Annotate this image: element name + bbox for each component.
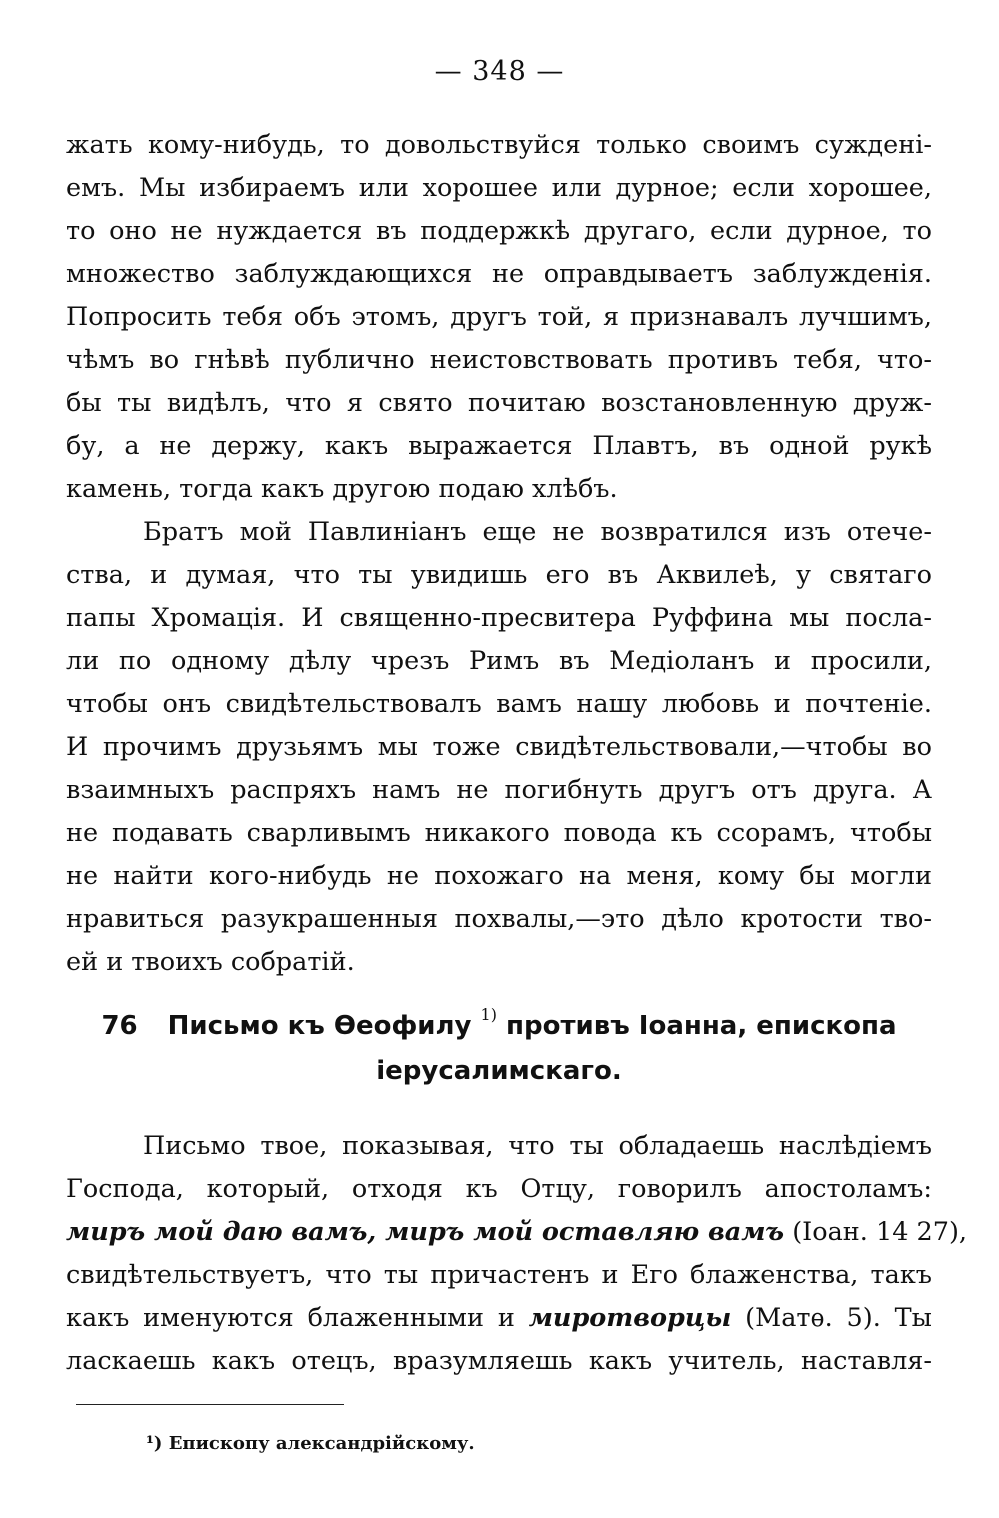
- text-line: ей и твоихъ собратiй.: [66, 947, 355, 977]
- text-line: Письмо твое, показывая, что ты обладаешь наслѣдiемъ: [143, 1131, 932, 1161]
- section-heading-continued: iерусалимскаго.: [376, 1056, 622, 1086]
- text-line: камень, тогда какъ другою подаю хлѣбъ.: [66, 474, 618, 504]
- page-number: — 348 —: [434, 56, 565, 87]
- italic-word: миротворцы: [528, 1303, 732, 1333]
- text-line: то оно не нуждается въ поддержкѣ другаго, если дурное, то: [66, 216, 932, 246]
- text-line: не найти кого-нибудь не похожаго на меня, кому бы могли: [66, 861, 932, 891]
- text-line: бу, а не держу, какъ выражается Плавтъ, въ одной рукѣ: [66, 431, 932, 461]
- italic-quote: миръ мой даю вамъ, миръ мой оставляю вамъ: [66, 1217, 785, 1247]
- text-line: Братъ мой Павлинiанъ еще не возвратился изъ отече-: [143, 517, 932, 547]
- text-line: множество заблуждающихся не оправдываетъ заблужденiя.: [66, 259, 932, 289]
- text-line: нравиться разукрашенныя похвалы,—это дѣло кротости тво-: [66, 904, 932, 934]
- text-line: бы ты видѣлъ, что я свято почитаю возстановленную друж-: [66, 388, 932, 418]
- text-line: чтобы онъ свидѣтельствовалъ вамъ нашу любовь и почтенiе.: [66, 689, 932, 719]
- text-line: емъ. Мы избираемъ или хорошее или дурное; если хорошее,: [66, 173, 932, 203]
- text-line: папы Хромацiя. И священно-пресвитера Руффина мы посла-: [66, 603, 932, 633]
- text-line: Господа, который, отходя къ Отцу, говорилъ апостоламъ:: [66, 1174, 932, 1204]
- text-line: ласкаешь какъ отецъ, вразумляешь какъ учитель, наставля-: [66, 1346, 932, 1376]
- text-line: [66, 1296, 932, 1340]
- citation: (Iоан. 14 27),: [792, 1217, 968, 1247]
- citation: (Матѳ. 5). Ты: [745, 1303, 932, 1333]
- section-heading: [66, 1004, 932, 1048]
- text-line: [66, 1210, 968, 1254]
- text-line: свидѣтельствуетъ, что ты причастенъ и Его блаженства, такъ: [66, 1260, 932, 1290]
- text-line: чѣмъ во гнѣвѣ публично неистовствовать противъ тебя, что-: [66, 345, 932, 375]
- text-line: ства, и думая, что ты увидишь его въ Аквилеѣ, у святаго: [66, 560, 932, 590]
- text-line: Попросить тебя объ этомъ, другъ той, я признавалъ лучшимъ,: [66, 302, 932, 332]
- text-line: жать кому-нибудь, то довольствуйся только своимъ сужденi-: [66, 130, 932, 160]
- footnote-divider: [76, 1404, 344, 1405]
- footnote: [146, 1429, 846, 1459]
- section-number: 76: [101, 1011, 138, 1041]
- text-line: взаимныхъ распряхъ намъ не погибнуть другъ отъ друга. А: [66, 775, 932, 805]
- heading-text: противъ Iоанна, епископа: [506, 1011, 897, 1041]
- footnote-text: Епископу александрiйскому.: [168, 1433, 475, 1454]
- heading-text: Письмо къ Ѳеофилу: [167, 1011, 472, 1041]
- footnote-ref: 1): [480, 1005, 497, 1025]
- text-segment: какъ именуются блаженными и: [66, 1303, 515, 1333]
- text-line: ли по одному дѣлу чрезъ Римъ въ Медiоланъ и просили,: [66, 646, 932, 676]
- text-line: И прочимъ друзьямъ мы тоже свидѣтельствовали,—чтобы во: [66, 732, 932, 762]
- footnote-mark: ¹): [146, 1433, 163, 1454]
- text-line: не подавать сварливымъ никакого повода къ ссорамъ, чтобы: [66, 818, 932, 848]
